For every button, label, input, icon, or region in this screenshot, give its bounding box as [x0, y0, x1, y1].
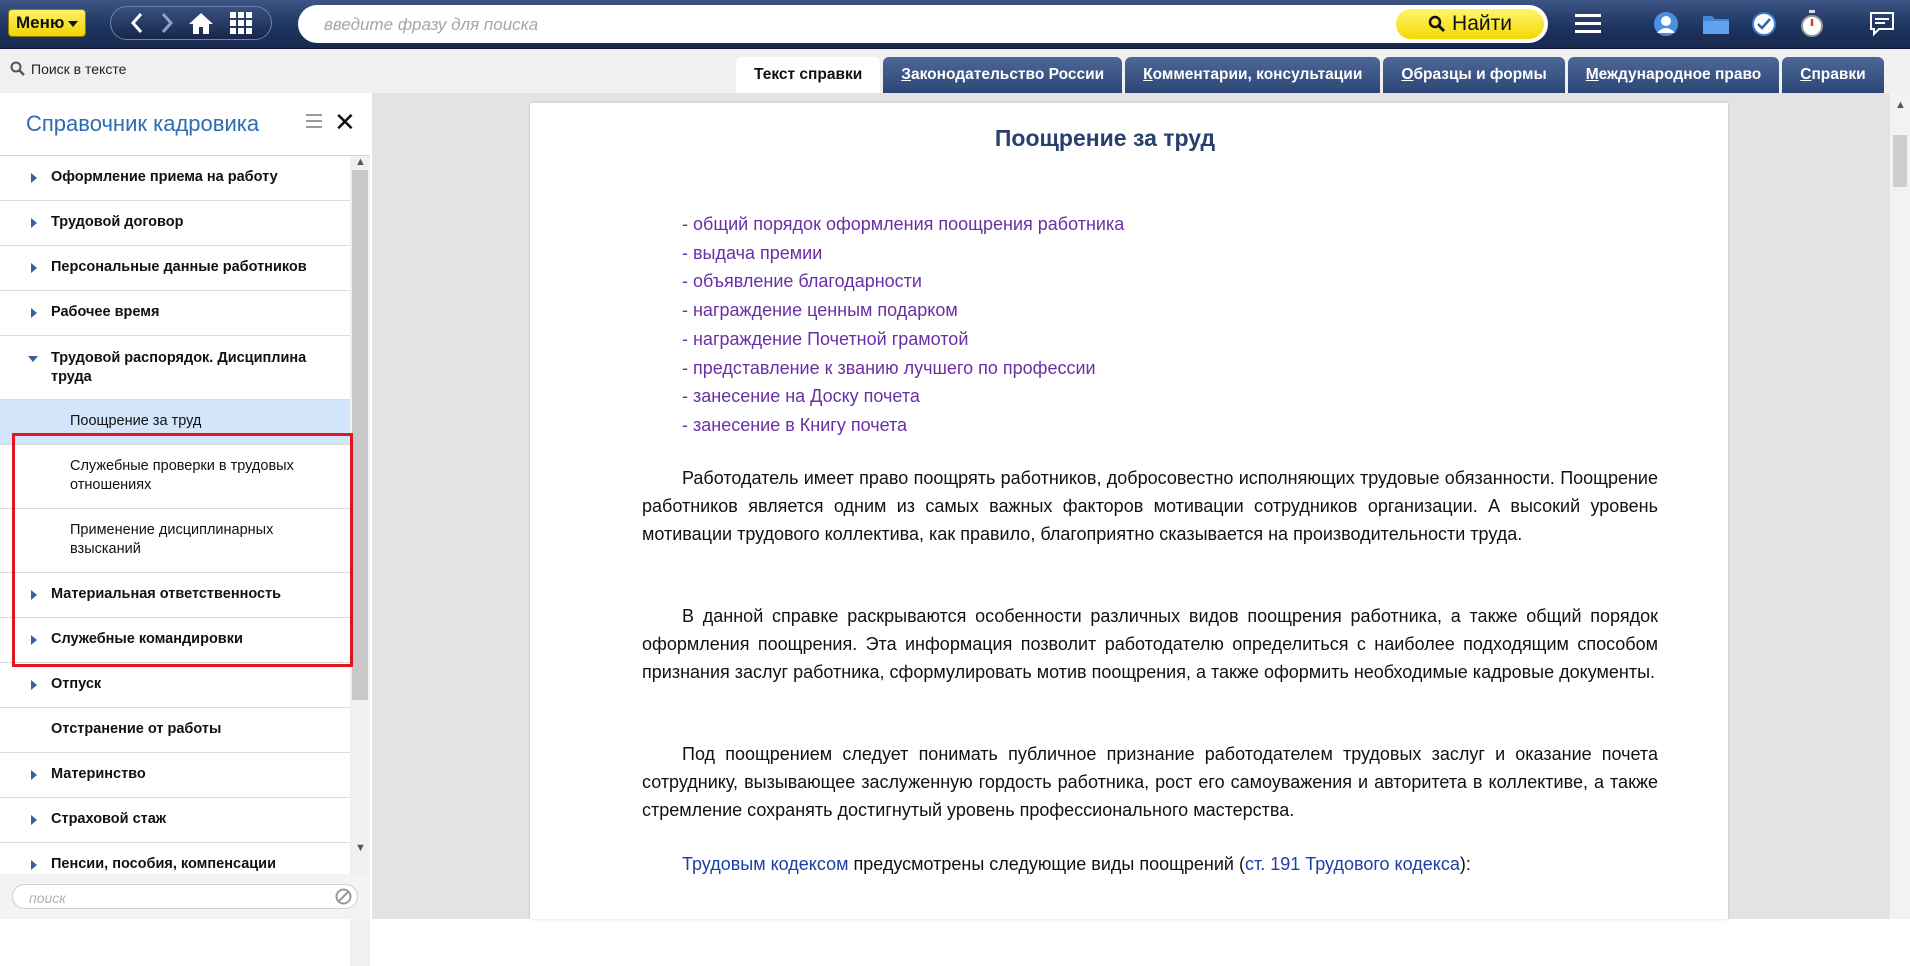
paragraph-text: предусмотрены следующие виды поощрений ( — [848, 854, 1245, 874]
toc-item[interactable] — [0, 708, 350, 753]
forward-button[interactable] — [149, 7, 185, 39]
tab-samples-forms[interactable] — [1383, 57, 1564, 93]
tab-international-law[interactable] — [1568, 57, 1780, 93]
panel-options-button[interactable] — [306, 114, 322, 133]
clear-icon[interactable] — [335, 888, 352, 905]
history-button[interactable] — [1748, 8, 1780, 40]
toc-subitem[interactable] — [0, 445, 350, 509]
document-page — [530, 103, 1728, 919]
arrow-right-icon — [159, 12, 175, 34]
user-profile-button[interactable] — [1650, 8, 1682, 40]
labor-code-link[interactable]: Трудовым кодексом — [682, 854, 849, 874]
section-link[interactable]: - награждение Почетной грамотой — [682, 328, 969, 349]
toc-search-field — [12, 884, 358, 909]
paragraph: Работодатель имеет право поощрять работников, добросовестно исполняющих трудовые обязанности. Поощрение работников является одним из самых важных факторов мотивации сотрудников организации. А высокий уровень мотивации трудового коллектива, как правило, благоприятно сказывается на производительности труда. — [642, 468, 1658, 544]
chevron-down-icon — [68, 21, 78, 27]
toc-item-label: Пенсии, пособия, компенсации — [51, 856, 277, 872]
toc-item[interactable] — [0, 618, 350, 663]
feedback-button[interactable] — [1866, 8, 1898, 40]
toc-item-label: Страховой стаж — [51, 811, 167, 827]
document-tabs — [736, 57, 1884, 93]
paragraph: Под поощрением следует понимать публичное признание работодателем трудовых заслуг и оказание почета сотруднику, вызывающее заслуженную гордость работника, рост его самоуважения и авторитета в коллективе, а также стремление сохранять достигнутый уровень профессионального мастерства. — [642, 744, 1658, 820]
caret-down-icon — [28, 356, 38, 362]
tab-label: еждународное право — [1598, 66, 1762, 83]
home-icon — [188, 11, 214, 35]
tab-label: омментарии, консультации — [1152, 66, 1363, 83]
document-scrollbar[interactable] — [1890, 93, 1910, 919]
apps-button[interactable] — [223, 7, 259, 39]
close-panel-button[interactable] — [334, 109, 356, 135]
article-191-link[interactable]: ст. 191 Трудового кодекса — [1244, 854, 1460, 874]
find-button[interactable] — [1396, 9, 1544, 39]
section-link[interactable]: - занесение на Доску почета — [682, 386, 920, 407]
document-viewport — [372, 93, 1890, 919]
home-button[interactable] — [183, 7, 219, 39]
toc-item-label: Применение дисциплинарных взысканий — [70, 522, 274, 557]
caret-right-icon — [31, 218, 37, 228]
toc-item[interactable] — [0, 201, 350, 246]
caret-right-icon — [31, 308, 37, 318]
caret-right-icon — [31, 173, 37, 183]
grid-icon — [230, 12, 252, 34]
toc-scrollbar[interactable] — [350, 156, 370, 966]
toc-item-label: Поощрение за труд — [70, 413, 202, 429]
toc-item-label: Материнство — [51, 766, 146, 782]
chat-icon — [1869, 11, 1895, 37]
navigation-group — [110, 6, 272, 40]
quick-search-input[interactable] — [322, 5, 1406, 45]
document-title: Поощрение за труд — [994, 125, 1216, 151]
tab-russian-legislation[interactable] — [883, 57, 1122, 93]
section-link[interactable]: - объявление благодарности — [682, 271, 922, 292]
tab-hotkey: М — [1585, 66, 1599, 83]
menu-button-label: Меню — [16, 13, 65, 32]
toc-item[interactable] — [0, 663, 350, 708]
tab-label: бразцы и формы — [1413, 66, 1547, 83]
caret-right-icon — [31, 860, 37, 870]
search-in-text-button[interactable] — [10, 61, 126, 77]
tab-label: Текст справки — [754, 66, 863, 83]
folder-icon — [1702, 12, 1730, 36]
toc-item[interactable] — [0, 753, 350, 798]
section-links — [682, 210, 1124, 440]
list-icon — [306, 114, 322, 128]
paragraph-text: ): — [1459, 854, 1471, 874]
toc-item-label: Служебные командировки — [51, 631, 243, 647]
toc-item[interactable] — [0, 156, 350, 201]
caret-right-icon — [31, 770, 37, 780]
quick-search-bar — [298, 5, 1548, 43]
arrow-left-icon — [129, 12, 145, 34]
toc-item-label: Трудовой договор — [51, 214, 184, 230]
section-link[interactable]: - выдача премии — [682, 242, 823, 263]
section-link[interactable]: - представление к званию лучшего по профессии — [682, 357, 1096, 378]
close-icon: ✕ — [334, 107, 356, 137]
scrollbar-thumb[interactable] — [352, 170, 368, 700]
paragraph: В данной справке раскрываются особенности различных видов поощрения работника, а также общий порядок оформления поощрения. Эта информация позволит работодателю определиться с наиболее подходящим способом признания заслуг работника, сформулировать мотив поощрения, а также оформить необходимые кадровые документы. — [642, 606, 1658, 682]
toc-item-label: Отпуск — [51, 676, 102, 692]
toc-item-label: Служебные проверки в трудовых отношениях — [70, 458, 294, 493]
toc-item-label: Отстранение от работы — [51, 721, 222, 737]
toc-subitem-selected[interactable] — [0, 400, 350, 445]
paragraph — [642, 850, 1658, 878]
hamburger-menu-button[interactable] — [1572, 8, 1604, 40]
user-icon — [1653, 11, 1679, 37]
scroll-up-icon[interactable]: ▲ — [1895, 99, 1906, 111]
toc-item-label: Трудовой распорядок. Дисциплина труда — [51, 350, 307, 385]
toc-item[interactable] — [0, 798, 350, 843]
toc-item[interactable] — [0, 291, 350, 336]
caret-right-icon — [31, 680, 37, 690]
scroll-up-icon[interactable]: ▲ — [355, 156, 366, 168]
tab-label: аконодательство России — [911, 66, 1105, 83]
menu-button[interactable] — [8, 9, 86, 37]
toc-item[interactable] — [0, 573, 350, 618]
section-link[interactable]: - занесение в Книгу почета — [682, 414, 908, 435]
toc-item-label: Персональные данные работников — [51, 259, 307, 275]
tab-reference-text[interactable] — [736, 57, 880, 93]
scroll-down-icon[interactable]: ▼ — [355, 842, 366, 854]
panel-title: Справочник кадровика — [26, 111, 260, 136]
document-tabs-bar — [0, 49, 1910, 93]
top-toolbar — [0, 0, 1910, 49]
find-button-label: Найти — [1452, 12, 1512, 35]
caret-right-icon — [31, 263, 37, 273]
toc-item-expanded[interactable] — [0, 336, 350, 400]
stopwatch-icon — [1799, 10, 1825, 38]
search-in-text-label: Поиск в тексте — [31, 61, 127, 77]
toc-item[interactable] — [0, 246, 350, 291]
toc-search-bar — [0, 874, 370, 919]
caret-right-icon — [31, 815, 37, 825]
tab-hotkey: О — [1401, 66, 1414, 83]
scrollbar-thumb[interactable] — [1893, 135, 1907, 187]
toc-subitem[interactable] — [0, 509, 350, 573]
tab-references[interactable] — [1782, 57, 1883, 93]
hamburger-icon — [1575, 13, 1601, 35]
table-of-contents-panel — [0, 93, 370, 919]
clock-check-icon — [1750, 10, 1778, 38]
timer-button[interactable] — [1796, 8, 1828, 40]
caret-right-icon — [31, 590, 37, 600]
toc-item-label: Оформление приема на работу — [51, 169, 278, 185]
toc-search-input[interactable] — [27, 887, 331, 908]
toc-list — [0, 156, 350, 966]
tab-comments-consultations[interactable] — [1125, 57, 1380, 93]
toc-item-label: Рабочее время — [51, 304, 160, 320]
section-link[interactable]: - общий порядок оформления поощрения работника — [682, 214, 1125, 234]
tab-label: правки — [1811, 66, 1866, 83]
tab-hotkey: З — [901, 66, 911, 83]
search-icon — [1428, 15, 1446, 33]
toc-item-label: Материальная ответственность — [51, 586, 282, 602]
folders-button[interactable] — [1700, 8, 1732, 40]
section-link[interactable]: - награждение ценным подарком — [682, 300, 958, 321]
tab-hotkey: С — [1800, 66, 1812, 83]
search-icon — [10, 61, 26, 77]
caret-right-icon — [31, 635, 37, 645]
tab-hotkey: К — [1143, 66, 1153, 83]
